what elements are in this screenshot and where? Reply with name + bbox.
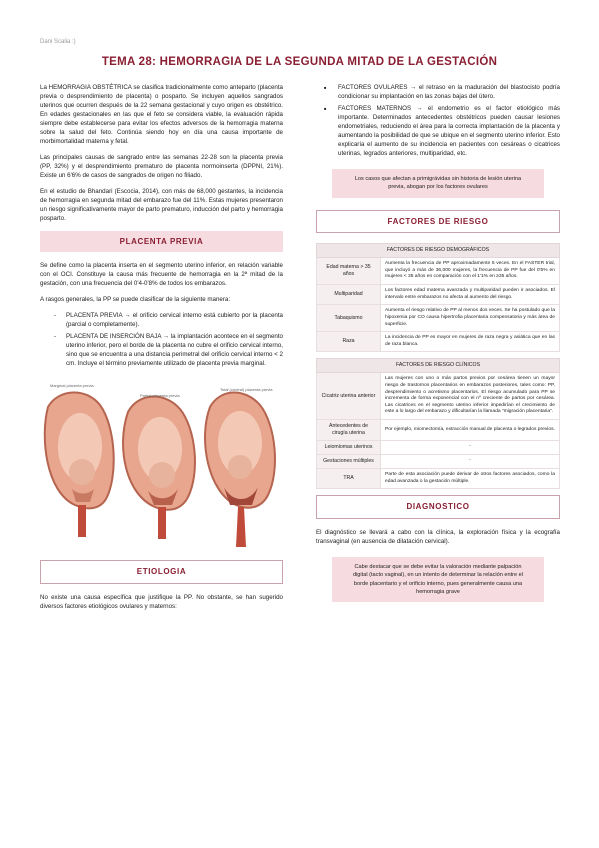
diagnostico-paragraph: El diagnóstico se llevará a cabo con la clínica, la exploración física y la ecografía transvaginal (en ausencia de dilatación cervical). [316, 528, 560, 545]
placenta-previa-types-list [54, 312, 283, 369]
row-label: Cicatriz uterina anterior [317, 373, 381, 420]
etiologia-intro: No existe una causa específica que justifique la PP. No obstante, se han sugerido diversos factores etiológicos ovulares y maternos: [40, 593, 283, 610]
intro-paragraph-2: Las principales causas de sangrado entre las semanas 22-28 son la placenta previa (PP, 32%) y el desprendimiento prematuro de placenta normoinserta (DPPNI, 21%). Existe un 6'6% de casos de sangrados de origen no filiado. [40, 153, 283, 179]
table-row [317, 332, 560, 352]
section-heading-placenta-previa: PLACENTA PREVIA [40, 231, 283, 253]
figure-label-total: Total (central) placenta previa [220, 387, 273, 393]
row-text: Aumenta el riesgo relativo de PP al menos dos veces. Se ha postulado que la hipoxemia por CO causa hipertrofia placentaria compensatoria y más área de superficie. [381, 305, 560, 332]
figure-label-marginal: Marginal placenta previa [50, 383, 94, 389]
row-text: Las mujeres con uno o más partos previos por cesárea tienen un mayor riesgo de trastornos placentarios en embarazos posteriores, tales como: PP, desprendimiento o acretismo placentarios. El riesgo acumulado para PP se incrementa de forma exponencial con el nº creciente de partos por cesárea. Las cicatrices en el segmento uterino inferior impedirían el crecimiento de este a lo largo del embarazo y dificultarían la llamada "migración placentaria". [381, 373, 560, 420]
section-heading-diagnostico: DIAGNOSTICO [316, 495, 560, 519]
row-text: - [381, 455, 560, 469]
table-row [317, 258, 560, 285]
list-item: ■ FACTORES OVULARES → el retraso en la maduración del blastocisto podría condicionar su implantación en las zonas bajas del útero. [322, 84, 560, 102]
right-column [316, 84, 560, 614]
row-label: Antecedentes de cirugía uterina [317, 420, 381, 441]
table-row [317, 455, 560, 469]
clinical-risk-table [316, 358, 560, 489]
list-item: - PLACENTA DE INSERCIÓN BAJA → la implantación acontece en el segmento uterino inferior, pero el borde de la placenta no cubre el orificio cervical interno, sino que se encuentra a una distancia perimetral del orificio cervical interno < 2 cm. Incluye el término previamente utilizado de placenta previa marginal. [54, 333, 283, 369]
intro-paragraph-1: La HEMORRAGIA OBSTÉTRICA se clasifica tradicionalmente como anteparto (placenta previa o desprendimiento de placenta) o posparto. Se incluyen aquellos sangrados uterinos que ocurren después de la 22 semana gestacional y cuyo origen es obstétrico. En edades gestacionales en las que el feto se considera viable, la evaluación rápida siempre debe establecerse para evitar los efectos adversos de la hemorragia materna sobre la salud del feto. Continúa siendo hoy en día una causa importante de morbimortalidad materna y fetal. [40, 84, 283, 145]
placenta-previa-classification-intro: A rasgos generales, la PP se puede clasificar de la siguiente manera: [40, 296, 231, 304]
table-row [317, 441, 560, 455]
row-text: Aumenta la frecuencia de PP aproximadamente 5 veces. En el FASTER trial, que incluyó a más de 36,000 mujeres, la frecuencia de PP fue del 0'5% en mujeres < 35 años en comparación con el 1'1% en ≥35 años. [381, 258, 560, 285]
list-item: - PLACENTA PREVIA → el orificio cervical interno está cubierto por la placenta (parcial o completamente). [54, 312, 283, 330]
table-title: FACTORES DE RIESGO CLÍNICOS [317, 359, 560, 373]
row-text: - [381, 441, 560, 455]
row-label: Edad materna > 35 años [317, 258, 381, 285]
row-label: Tabaquismo [317, 305, 381, 332]
placenta-previa-diagram [40, 377, 283, 552]
uterus-illustration [40, 377, 283, 552]
left-column [40, 84, 283, 619]
section-heading-etiologia: ETIOLOGIA [40, 560, 283, 584]
row-text: La incidencia de PP es mayor en mujeres de raza negra y asiática que en las de raza blanca. [381, 332, 560, 352]
row-label: Gestaciones múltiples [317, 455, 381, 469]
placenta-previa-definition: Se define como la placenta inserta en el segmento uterino inferior, en relación variable con el OCI. Constituye la causa más frecuente de hemorragia en la 2ª mitad de la gestación, con una frecuencia del 0'4-0'8% de todos los embarazos. [40, 262, 283, 288]
row-text: Por ejemplo, miomectomía, extracción manual de placenta o legrados previos. [381, 420, 560, 441]
table-row [317, 469, 560, 489]
row-label: Leiomiomas uterinos [317, 441, 381, 455]
diagnostico-callout: Cabe destacar que se debe evitar la valoración mediante palpación digital (tacto vaginal), en un intento de determinar la relación entre el borde placentario y el orificio interno, pues generalmente causa una hemorragia grave [332, 557, 544, 603]
row-label: Multiparidad [317, 285, 381, 305]
section-heading-factores-riesgo: FACTORES DE RIESGO [316, 210, 560, 234]
table-row [317, 420, 560, 441]
row-label: TRA [317, 469, 381, 489]
page-title: TEMA 28: HEMORRAGIA DE LA SEGUNDA MITAD DE LA GESTACIÓN [101, 56, 498, 68]
demographic-risk-table [316, 243, 560, 352]
row-text: Parte de esta asociación puede derivar de otros factores asociados, como la edad avanzada o la gestación múltiple. [381, 469, 560, 489]
row-text: Los factores edad materna avanzada y multiparidad pueden ir asociados. El intervalo entre embarazos no afecta al aumento del riesgo. [381, 285, 560, 305]
table-row [317, 373, 560, 420]
intro-paragraph-3: En el estudio de Bhandari (Escocia, 2014), con más de 68,000 gestantes, la incidencia de hemorragia en segunda mitad del embarazo fue del 11%. Estas mujeres presentaron un riesgo significativamente mayor de parto prematuro, inducción del parto y hemorragia posparto. [40, 187, 283, 222]
row-label: Raza [317, 332, 381, 352]
list-item: ■ FACTORES MATERNOS → el endometrio es el factor etiológico más importante. Determinados antecedentes obstétricos pueden causar lesiones endometriales, reduciendo el área para la correcta implantación de la placenta y aumentando la posibilidad de que se ubique en el segmento uterino inferior. Esto explicaría el aumento de su incidencia en pacientes con cesáreas o cicatrices uterinas, legrados anteriores, multiparidad, etc. [322, 105, 560, 159]
table-row [317, 305, 560, 332]
table-row [317, 285, 560, 305]
author-name: Dani Scalia :) [40, 39, 76, 45]
etiologia-factors-list [322, 84, 560, 159]
figure-label-partial: Partial placenta previa [140, 393, 180, 399]
etiologia-callout: Los casos que afectan a primigrávidas sin historia de lesión uterina previa, abogan por los factores ovulares [332, 169, 544, 198]
table-title: FACTORES DE RIESGO DEMOGRÁFICOS [317, 244, 560, 258]
